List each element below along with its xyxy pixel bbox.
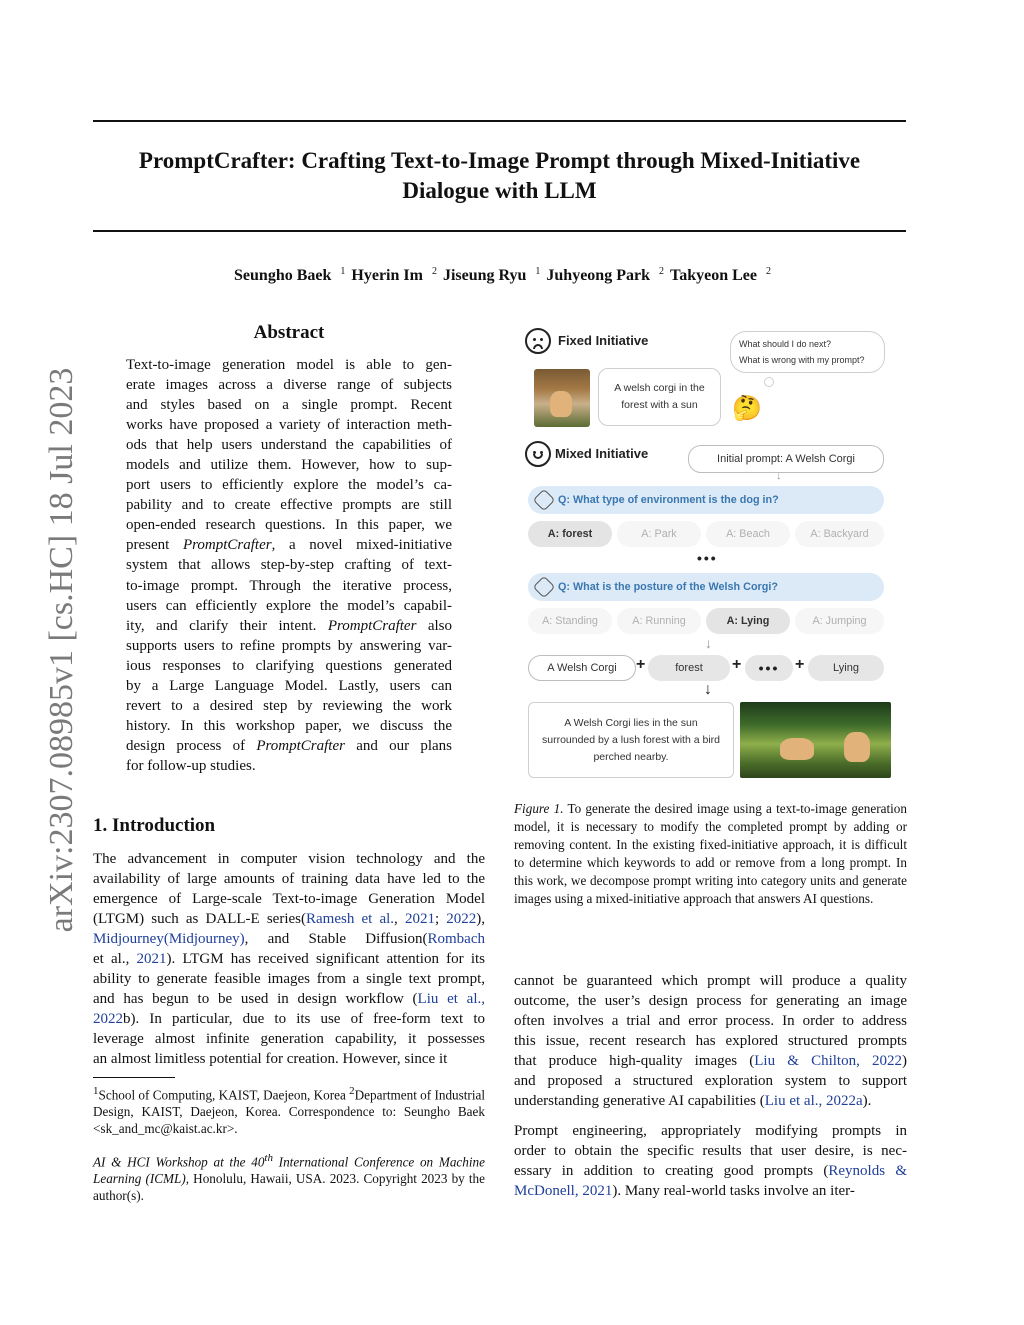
- text-line: this issue, recent research has explored structured prompts: [514, 1033, 907, 1050]
- text-line: Text-to-image generation model is able to gen-: [126, 357, 452, 373]
- compose-base: A Welsh Corgi: [528, 655, 636, 681]
- text-line: to-image prompt. Through the iterative process,: [126, 577, 452, 594]
- arrow-down-icon: ↓: [776, 470, 782, 482]
- plus-icon: +: [732, 656, 742, 673]
- answer-backyard: A: Backyard: [795, 521, 884, 547]
- text-line: an almost limitless potential for creation. However, since it: [93, 1051, 448, 1068]
- footnote-affiliation-1: School of Computing, KAIST, Daejeon, Korea: [98, 1087, 346, 1103]
- footnote-sup-1: 1: [93, 1085, 99, 1097]
- intro-body: [93, 849, 485, 1070]
- author-affiliation: 1: [535, 266, 541, 277]
- text-line: cannot be guaranteed which prompt will produce a quality: [514, 973, 907, 989]
- ai-icon: [533, 576, 556, 599]
- venue-part-3: , Honolulu, Hawaii, USA. 2023. Copyright 2023 by the author(s).: [93, 1171, 485, 1204]
- text-line: models and utilize them. However, how to sup-: [126, 457, 452, 474]
- final-prompt-text: A Welsh Corgi lies in the sun surrounded by a lush forest with a bird perched nearby.: [541, 716, 720, 763]
- paper-title: [93, 146, 906, 206]
- venue-sup: th: [264, 1152, 273, 1164]
- answer-beach: A: Beach: [706, 521, 790, 547]
- caption-text: To generate the desired image using a text-to-image generation model, it is necessary to modify the completed prompt by adding or removing content. In the existing fixed-initiative approach, it is difficult to determine which keywords to add or remove from a long prompt. In this work, we decompose prompt writing into category units and generate images using a mixed-initiative approach that answers AI questions.: [514, 801, 907, 907]
- answer-running: A: Running: [617, 608, 701, 634]
- fixed-initiative-label: Fixed Initiative: [558, 333, 649, 348]
- thought-question-1: What should I do next?: [739, 339, 832, 349]
- text-line: and has begun to be used in design workflow (Liu et al.,: [93, 991, 486, 1008]
- title-line-1: PromptCrafter: Crafting Text-to-Image Prompt through Mixed-Initiative: [138, 148, 861, 173]
- thinking-face-icon: 🤔: [732, 395, 762, 422]
- text-line: essary in addition to creating good prompts (Reynolds &: [514, 1163, 907, 1180]
- right-column-paragraph-1: [514, 971, 907, 1111]
- footnote-rule: [93, 1077, 175, 1078]
- text-line: system that allows step-by-step crafting of text-: [126, 557, 452, 574]
- venue-part-2: International Conference on Machine Learning (ICML): [93, 1154, 485, 1187]
- text-line: works have proposed a variety of interaction meth-: [126, 417, 452, 434]
- text-line: leverage almost infinite generation capability, it possesses: [93, 1031, 485, 1048]
- title-bottom-rule: [93, 230, 906, 232]
- abstract-body: [126, 355, 452, 776]
- text-line: 2022b). In particular, due to its use of free-form text to: [93, 1011, 485, 1028]
- abstract-heading: Abstract: [253, 322, 325, 343]
- text-line: pability and to create effective prompts are still: [126, 497, 452, 514]
- text-line: erate images across a diverse range of subjects: [126, 377, 452, 394]
- text-line: revert to a desired step by reviewing the work: [126, 697, 452, 714]
- author-name: Takyeon Lee: [669, 267, 757, 285]
- text-line: that produce high-quality images (Liu & Chilton, 2022): [514, 1053, 908, 1070]
- title-line-2: Dialogue with LLM: [402, 178, 597, 203]
- text-line: often involves a trial and error process. In order to address: [514, 1013, 907, 1030]
- ai-icon: [533, 489, 556, 512]
- question-2-text: Q: What is the posture of the Welsh Corgi?: [558, 581, 778, 593]
- thought-dot-small: [764, 377, 774, 387]
- sad-face-icon: [525, 328, 551, 354]
- text-line: and styles based on a single prompt. Recent: [126, 397, 452, 414]
- author-name: Jiseung Ryu: [442, 267, 527, 285]
- happy-face-icon: [525, 441, 551, 467]
- text-line: history. In this workshop paper, we discuss the: [126, 717, 452, 734]
- text-line: Midjourney(Midjourney), and Stable Diffusion(Rombach: [93, 931, 485, 948]
- intro-heading: 1. Introduction: [93, 815, 216, 836]
- author-name: Hyerin Im: [351, 267, 423, 285]
- text-line: The advancement in computer vision technology and the: [93, 851, 485, 867]
- thought-bubble: [730, 331, 885, 373]
- text-line: et al., 2021). LTGM has received significant attention for its: [93, 951, 486, 968]
- ellipsis-dots: •••: [697, 550, 718, 566]
- author-affiliation: 2: [658, 266, 664, 277]
- venue-number: 40: [251, 1154, 265, 1170]
- arxiv-stamp: arXiv:2307.08985v1 [cs.HC] 18 Jul 2023: [43, 367, 80, 933]
- text-line: ability to generate feasible images from a single text prompt,: [93, 971, 485, 988]
- caption-label: Figure 1.: [514, 801, 564, 816]
- text-line: for follow-up studies.: [126, 757, 256, 774]
- author-name: Seungho Baek: [234, 267, 332, 285]
- text-line: McDonell, 2021). Many real-world tasks involve an iter-: [514, 1183, 855, 1200]
- top-rule: [93, 120, 906, 122]
- text-line: ods that help users understand the capabilities of: [126, 437, 452, 454]
- text-line: port users to efficiently explore the model’s ca-: [126, 477, 452, 494]
- arrow-down-icon: ↓: [705, 635, 712, 651]
- text-line: Prompt engineering, appropriately modifying prompts in: [514, 1123, 907, 1139]
- fixed-prompt-bubble: [598, 368, 721, 426]
- generated-corgi-image: [740, 702, 891, 778]
- answer-forest: A: forest: [528, 521, 612, 547]
- footnote-affiliation-2: Department of Industrial Design, KAIST, Daejeon, Korea. Correspondence to: Seungho Baek <sk_and_mc@kaist.ac.kr>.: [93, 1087, 486, 1137]
- question-2-bar: [528, 573, 884, 601]
- question-1-bar: [528, 486, 884, 514]
- compose-lying: Lying: [808, 655, 884, 681]
- author-affiliation: 2: [431, 266, 437, 277]
- venue-part-1: AI & HCI Workshop at the: [93, 1154, 252, 1170]
- answer-standing: A: Standing: [528, 608, 612, 634]
- corgi-photo-small: [534, 369, 590, 427]
- text-line: by a Large Language Model. Lastly, users can: [126, 677, 452, 694]
- text-line: ity, and clarify their intent. PromptCrafter also: [126, 617, 452, 634]
- text-line: availability of large amounts of training data have led to the: [93, 871, 485, 888]
- final-prompt-box: [528, 702, 734, 778]
- text-line: supports users to refine prompts by answering var-: [126, 637, 452, 654]
- text-line: present PromptCrafter, a novel mixed-initiative: [126, 537, 452, 554]
- footnote-sup-2: 2: [349, 1085, 355, 1097]
- compose-ellipsis: •••: [745, 655, 793, 681]
- text-line: outcome, the user’s design process for generating an image: [514, 993, 907, 1010]
- compose-forest: forest: [648, 655, 730, 681]
- question-1-text: Q: What type of environment is the dog in?: [558, 494, 779, 506]
- text-line: open-ended research questions. In this paper, we: [126, 517, 452, 534]
- plus-icon: +: [636, 656, 646, 673]
- answer-park: A: Park: [617, 521, 701, 547]
- plus-icon: +: [795, 656, 805, 673]
- fixed-prompt-text: A welsh corgi in the forest with a sun: [614, 382, 705, 411]
- right-column-paragraph-2: [514, 1121, 907, 1201]
- author-name: Juhyeong Park: [546, 267, 650, 285]
- text-line: and proposed a structured exploration system to support: [514, 1073, 907, 1090]
- author-list: [93, 266, 906, 285]
- answer-lying: A: Lying: [706, 608, 790, 634]
- text-line: ious responses to clarifying questions generated: [126, 657, 452, 674]
- thought-question-2: What is wrong with my prompt?: [739, 355, 865, 365]
- figure-1: [520, 322, 895, 784]
- footnote: [93, 1083, 485, 1137]
- arrow-down-bold-icon: ↓: [704, 681, 712, 698]
- figure-caption: [514, 800, 907, 909]
- text-line: users can efficiently explore the model’s capabil-: [126, 597, 452, 614]
- text-line: (LTGM) such as DALL-E series(Ramesh et al., 2021; 2022),: [93, 911, 486, 928]
- answer-jumping: A: Jumping: [795, 608, 884, 634]
- author-affiliation: 2: [765, 266, 771, 277]
- text-line: order to obtain the specific results that user desire, is nec-: [514, 1143, 907, 1160]
- text-line: understanding generative AI capabilities (Liu et al., 2022a).: [514, 1093, 872, 1110]
- initial-prompt-pill: Initial prompt: A Welsh Corgi: [688, 445, 884, 473]
- mixed-initiative-label: Mixed Initiative: [555, 446, 649, 461]
- venue-note: [93, 1150, 485, 1204]
- text-line: design process of PromptCrafter and our plans: [126, 737, 452, 754]
- author-affiliation: 1: [340, 266, 346, 277]
- text-line: emergence of Large-scale Text-to-image Generation Model: [93, 891, 485, 908]
